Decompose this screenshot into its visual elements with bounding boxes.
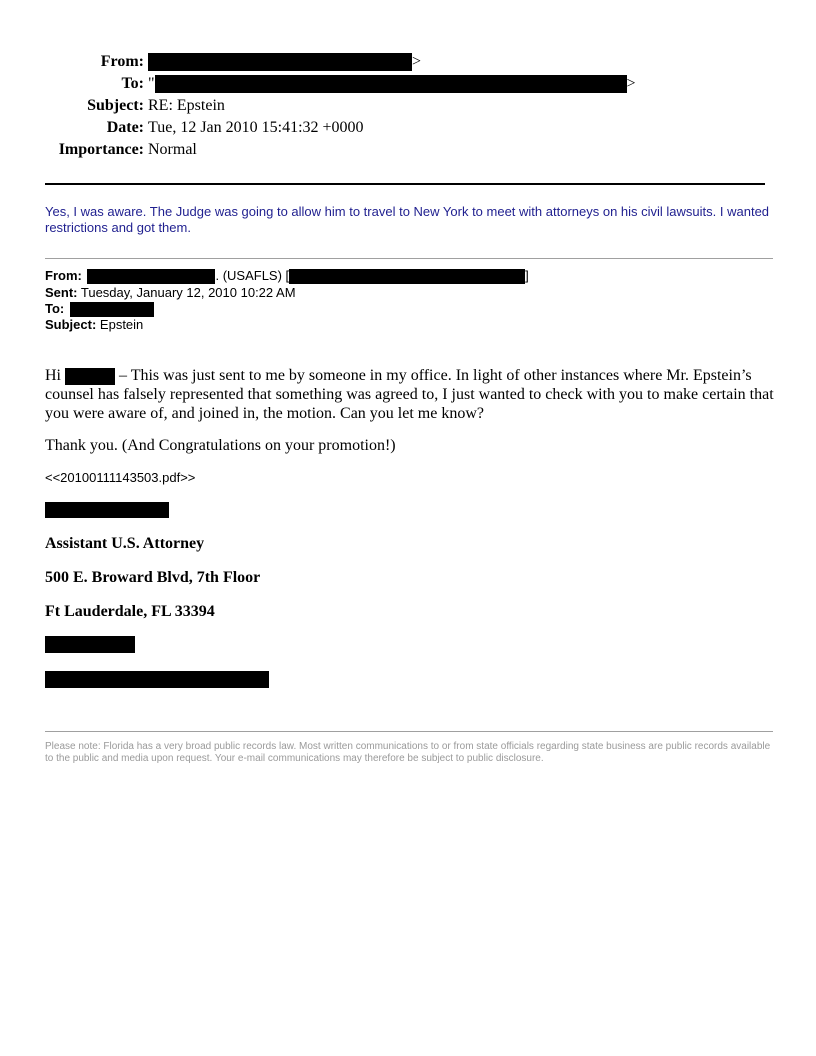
signature-address-line-2: Ft Lauderdale, FL 33394 (45, 603, 215, 620)
forwarded-sent-label: Sent: (45, 285, 78, 300)
forwarded-to-row (45, 301, 154, 317)
signature-title: Assistant U.S. Attorney (45, 535, 205, 552)
redaction-block (70, 302, 154, 317)
forwarded-subject-row (45, 317, 143, 333)
header-from-row (0, 52, 816, 72)
redaction-block (155, 75, 627, 93)
header-divider (45, 183, 765, 185)
redaction-block (148, 53, 412, 71)
header-date-row (0, 118, 816, 138)
header-importance-label: Importance: (58, 141, 144, 158)
body-greeting: Hi (45, 367, 61, 384)
forwarded-to-label: To: (45, 301, 65, 316)
redaction-block (45, 671, 269, 688)
forwarded-from-mid: . (USAFLS) [ (215, 268, 290, 283)
redaction-block (45, 502, 169, 518)
forwarded-sent-row (45, 285, 296, 301)
attachment-reference: <<20100111143503.pdf>> (45, 470, 196, 485)
header-to-prefix: " (148, 75, 155, 92)
body-paragraph-1 (45, 366, 775, 423)
header-date-value: Tue, 12 Jan 2010 15:41:32 +0000 (148, 119, 364, 136)
header-importance-value: Normal (148, 141, 197, 158)
header-importance-row (0, 140, 816, 160)
body-paragraph-1-text: – This was just sent to me by someone in my office. In light of other instances where Mr. Epstein’s counsel has falsely represented that something was agreed to, I just wanted to check with you to make certain that you were aware of, and joined in, the motion. Can you let me know? (45, 367, 774, 422)
forwarded-subject-value: Epstein (99, 317, 144, 332)
redaction-block (65, 368, 115, 385)
redaction-block (289, 269, 525, 284)
header-date-label: Date: (106, 119, 144, 136)
header-to-value (148, 74, 636, 94)
header-from-label: From: (100, 53, 144, 70)
header-to-row (0, 74, 816, 94)
redaction-block (87, 269, 215, 284)
header-subject-label: Subject: (87, 97, 144, 114)
forwarded-from-row (45, 268, 529, 284)
header-subject-value: RE: Epstein (148, 97, 225, 114)
header-from-suffix: > (412, 53, 422, 70)
body-paragraph-2: Thank you. (And Congratulations on your promotion!) (45, 437, 396, 454)
header-from-value (148, 52, 421, 72)
public-records-notice: Please note: Florida has a very broad public records law. Most written communications to or from state officials regarding state business are public records available to the public and media upon request. Your e-mail communications may therefore be subject to public disclosure. (45, 741, 771, 764)
signature-address-line-1: 500 E. Broward Blvd, 7th Floor (45, 569, 261, 586)
header-to-label: To: (121, 75, 144, 92)
footer-divider (45, 731, 773, 732)
forward-divider (45, 258, 773, 259)
forwarded-subject-label: Subject: (45, 317, 97, 332)
reply-message: Yes, I was aware. The Judge was going to allow him to travel to New York to meet with attorneys on his civil lawsuits. I wanted restrictions and got them. (45, 204, 770, 235)
forwarded-sent-value: Tuesday, January 12, 2010 10:22 AM (80, 285, 296, 300)
redaction-block (45, 636, 135, 653)
header-subject-row (0, 96, 816, 116)
forwarded-from-label: From: (45, 268, 82, 283)
header-to-suffix: > (626, 75, 636, 92)
forwarded-from-end: ] (525, 268, 529, 283)
